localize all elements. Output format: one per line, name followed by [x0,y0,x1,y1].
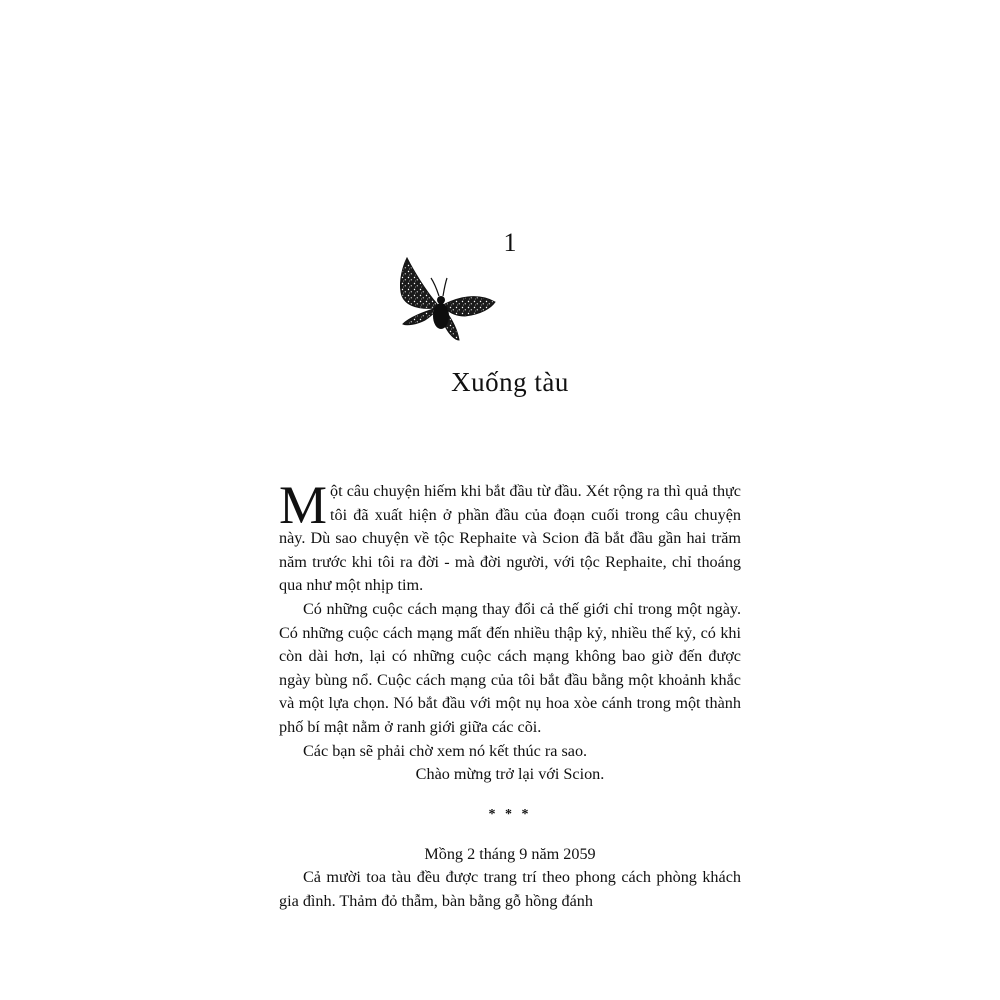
scene-break: * * * [488,806,532,822]
paragraph: Cả mười toa tàu đều được trang trí theo phong cách phòng khách gia đình. Thảm đỏ thẫm, bàn bằng gỗ hồng đánh [279,868,741,910]
paragraph: Các bạn sẽ phải chờ xem nó kết thúc ra sao. [303,741,588,760]
chapter-title: Xuống tàu [451,367,569,397]
chapter-body [279,475,741,914]
paragraph: Có những cuộc cách mạng thay đổi cả thế giới chỉ trong một ngày. Có những cuộc cách mạng mất đến nhiều thập kỷ, nhiều thế kỷ, có khi còn dài hơn, lại có những cuộc cách mạng không bao giờ đến được ngày bùng nổ. Cuộc cách mạng của tôi bắt đầu bằng một khoảnh khắc và một lựa chọn. Nó bắt đầu với một nụ hoa xòe cánh trong một thành phố bí mật nằm ở ranh giới giữa các cõi. [279,599,741,736]
paragraph: Chào mừng trở lại với Scion. [415,765,605,784]
butterfly-icon [395,252,500,344]
date-heading: Mồng 2 tháng 9 năm 2059 [424,844,596,863]
opening-paragraph: Một câu chuyện hiếm khi bắt đầu từ đầu. Xét rộng ra thì quả thực tôi đã xuất hiện ở phần đầu của đoạn cuối trong câu chuyện này. Dù sao chuyện về tộc Rephaite và Scion đã bắt đầu gần hai trăm năm trước khi tôi ra đời - mà đời người, với tộc Rephaite, chỉ thoáng qua như một nhịp tim. [279,475,741,595]
chapter-number: 1 [503,228,517,257]
